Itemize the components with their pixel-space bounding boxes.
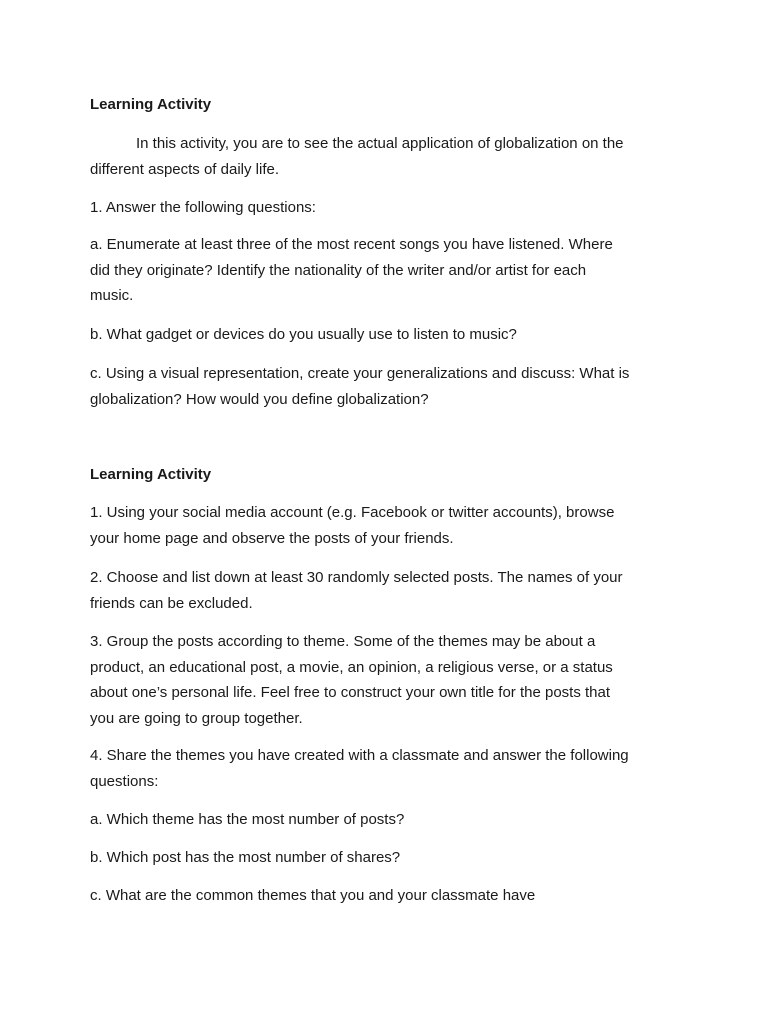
intro-line-2: different aspects of daily life. — [90, 160, 279, 178]
section-2-item-2 — [90, 565, 680, 616]
section-1-item-1 — [90, 195, 680, 221]
section-2-item-1 — [90, 500, 680, 551]
item-c-line-1: c. Using a visual representation, create your generalizations and discuss: What is — [90, 365, 630, 382]
item-b-text: b. What gadget or devices do you usually use to listen to music? — [90, 326, 517, 343]
section-2-item-3 — [90, 629, 680, 731]
section-2-heading-text: Learning Activity — [90, 466, 212, 483]
s2-item-1-line-2: your home page and observe the posts of your friends. — [90, 529, 454, 547]
s2-item-3-line-1: 3. Group the posts according to theme. Some of the themes may be about a — [90, 633, 596, 650]
s2-item-3-line-3: about one’s personal life. Feel free to construct your own title for the posts that — [90, 684, 611, 701]
s2-item-2-line-2: friends can be excluded. — [90, 594, 253, 612]
item-a-line-3: music. — [90, 287, 134, 304]
section-2-item-4c — [90, 883, 680, 909]
s2-item-3-line-2: product, an educational post, a movie, an opinion, a religious verse, or a status — [90, 658, 613, 676]
s2-item-4-line-1: 4. Share the themes you have created with a classmate and answer the following — [90, 747, 629, 764]
section-1-item-b — [90, 322, 680, 348]
section-1-heading-text: Learning Activity — [90, 96, 212, 113]
section-2-item-4a — [90, 807, 680, 833]
s2-item-1-line-1: 1. Using your social media account (e.g. Facebook or twitter accounts), browse — [90, 504, 615, 521]
s2-item-4b-text: b. Which post has the most number of shares? — [90, 849, 401, 866]
intro-line-1: In this activity, you are to see the actual application of globalization on the — [136, 135, 624, 152]
item-a-line-1: a. Enumerate at least three of the most recent songs you have listened. Where — [90, 236, 613, 253]
section-1-heading — [90, 92, 680, 118]
section-2-heading — [90, 462, 680, 488]
s2-item-4c-text: c. What are the common themes that you and your classmate have — [90, 887, 536, 904]
s2-item-4-line-2: questions: — [90, 772, 159, 790]
s2-item-2-line-1: 2. Choose and list down at least 30 randomly selected posts. The names of your — [90, 569, 623, 586]
s2-item-4a-text: a. Which theme has the most number of posts? — [90, 811, 405, 828]
section-2-item-4b — [90, 845, 680, 871]
section-1-intro — [90, 131, 680, 182]
item-c-line-2: globalization? How would you define globalization? — [90, 390, 429, 408]
section-1-item-c — [90, 361, 680, 412]
section-1-item-a — [90, 232, 680, 309]
item-a-line-2: did they originate? Identify the nationality of the writer and/or artist for each — [90, 261, 587, 279]
item-1-text: 1. Answer the following questions: — [90, 199, 316, 216]
section-2-item-4 — [90, 743, 680, 794]
s2-item-3-line-4: you are going to group together. — [90, 709, 303, 727]
